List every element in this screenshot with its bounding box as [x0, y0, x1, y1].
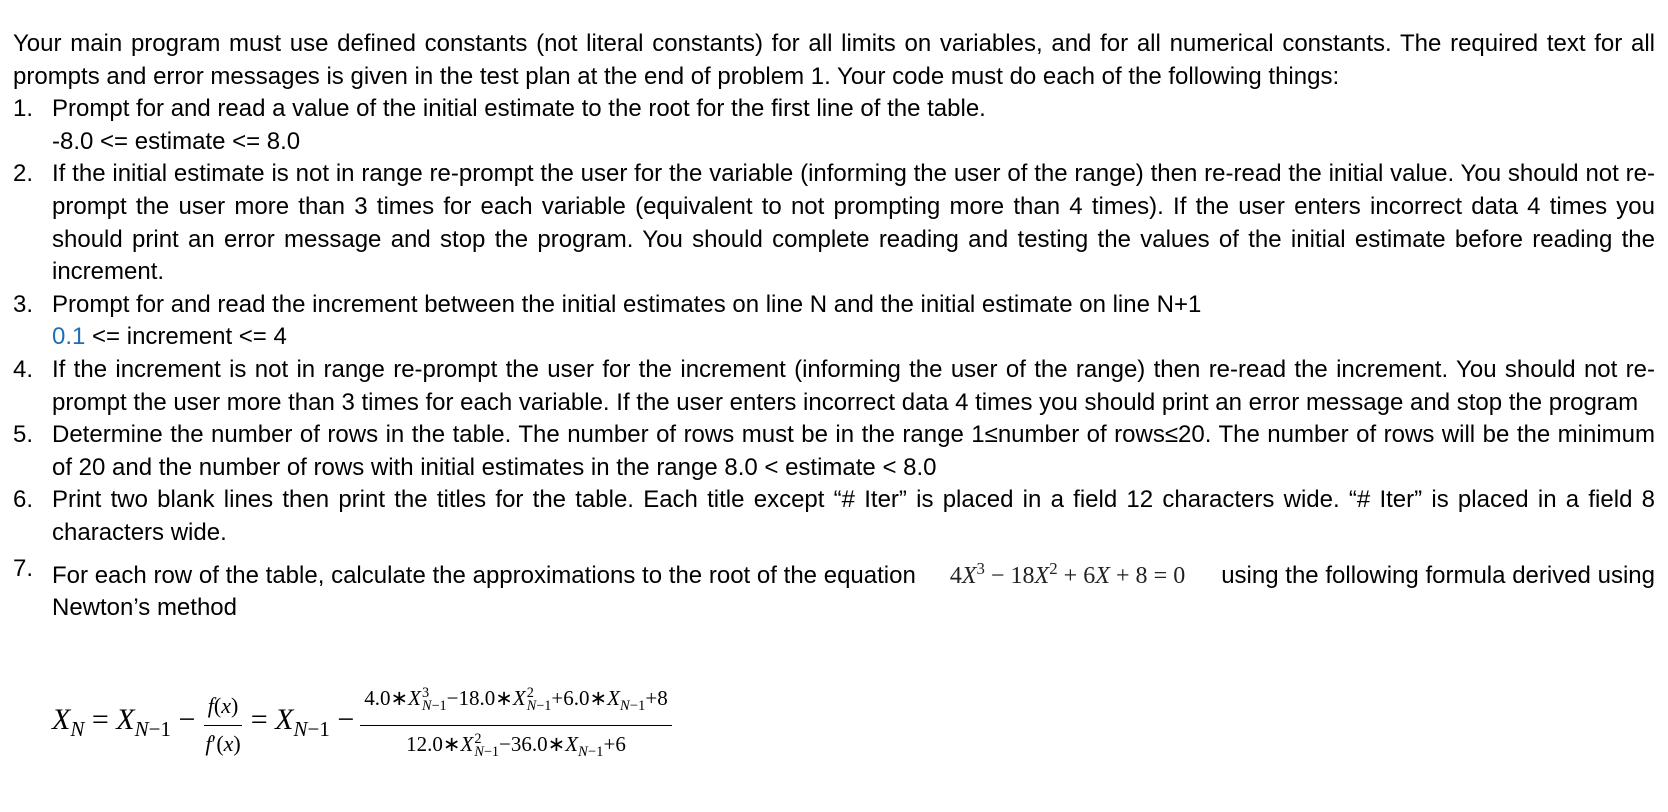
step-range	[52, 321, 1655, 354]
step-text-after: using the following formula derived using Newton’s method	[52, 561, 1655, 622]
derivative-fraction: $\frac{f(x)}{f'(x)}$	[201, 690, 244, 760]
intro-paragraph: Your main program must use defined constants (not literal constants) for all limits on variables, and for all numerical constants. The required text for all prompts and error messages is given in the test plan at the end of problem 1. Your code must do each of the following things:	[13, 30, 1655, 90]
document-body	[13, 28, 1655, 625]
step-4	[13, 354, 1655, 419]
range-rest: <= increment <= 4	[85, 323, 287, 351]
step-5	[13, 419, 1655, 484]
step-text: If the increment is not in range re-prompt the user for the increment (informing the user of the range) then re-read the increment. You should not re-prompt the user more than 3 times for each variable. If the user enters incorrect data 4 times you should print an error message and stop the program	[52, 355, 1655, 416]
step-7	[13, 553, 1655, 625]
newton-formula: $X_N = X_{N-1}$ − $\frac{f(x)}{f'(x)}$ = $X_{N-1}$ − 4.0∗X 3 N−1 −18.0∗X 2 N−1 $+6.0∗X_{N-1}+8$ 12.0∗X 2 N−1 $-36.0∗X_{N-1}+6$	[52, 685, 678, 765]
step-number: 6.	[13, 486, 34, 514]
step-number: 2.	[13, 160, 34, 188]
step-text: Prompt for and read a value of the initial estimate to the root for the first line of the table.	[52, 95, 986, 123]
range-value: 0.1	[52, 323, 86, 351]
step-number: 4.	[13, 355, 34, 383]
step-text: Print two blank lines then print the titles for the table. Each title except “# Iter” is placed in a field 12 characters wide. “# Iter” is placed in a field 8 characters wide.	[52, 486, 1655, 546]
step-number: 1.	[13, 95, 34, 123]
equation: $4X^3 - 18X^2 + 6X + 8 = 0$	[949, 558, 1186, 589]
step-2	[13, 158, 1655, 288]
step-text: Prompt for and read the increment between the initial estimates on line N and the initial estimate on line N+1	[52, 290, 1202, 318]
step-text: If the initial estimate is not in range re-prompt the user for the variable (informing the user of the range) then re-read the initial value. You should not re-prompt the user more than 3 times for each variable (equivalent to not prompting more than 4 times). If the user enters incorrect data 4 times you should print an error message and stop the program. You should complete reading and testing the values of the initial estimate before reading the increment.	[52, 160, 1655, 286]
step-text: Determine the number of rows in the table. The number of rows must be in the range 1≤number of rows≤20. The number of rows will be the minimum of 20 and the number of rows with initial estimates in the range 8.0 < estimate < 8.0	[52, 421, 1655, 481]
expanded-fraction: 4.0∗X 3 N−1 −18.0∗X 2 N−1 $+6.0∗X_{N-1}+8$ 12.0∗X 2 N−1 $-36.0∗X_{N-1}+6$	[360, 682, 671, 769]
step-number: 7.	[13, 554, 34, 582]
steps-list	[13, 93, 1655, 625]
step-number: 5.	[13, 421, 34, 449]
step-1	[13, 93, 1655, 158]
step-text: For each row of the table, calculate the approximations to the root of the equation	[52, 561, 916, 589]
step-number: 3.	[13, 290, 34, 318]
step-range: -8.0 <= estimate <= 8.0	[52, 127, 301, 155]
step-6	[13, 484, 1655, 549]
step-3	[13, 289, 1655, 354]
